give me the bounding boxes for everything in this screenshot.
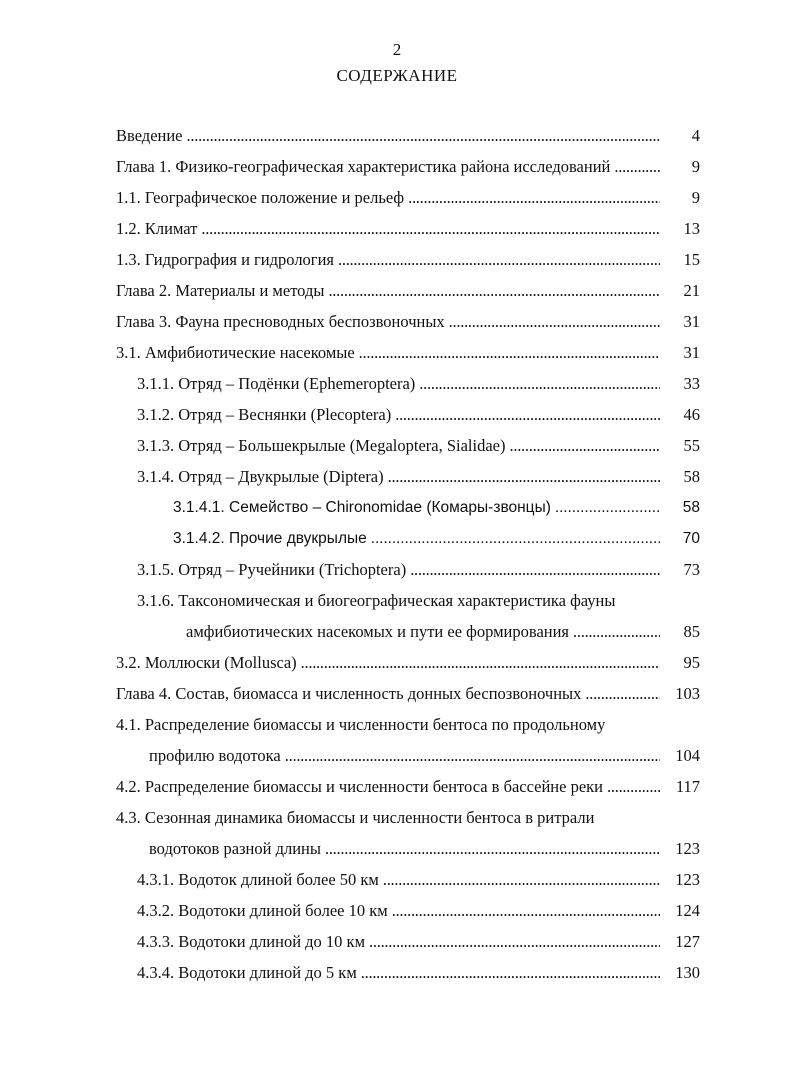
toc-entry-page: 9	[691, 157, 700, 176]
toc-entry-3-1	[116, 337, 700, 368]
toc-entry-label: 4.2. Распределение биомассы и численности бентоса в бассейне реки	[116, 777, 604, 796]
toc-entry-label-continued: амфибиотических насекомых и пути ее формирования	[186, 622, 570, 641]
toc-entry-4-3-1	[116, 864, 700, 895]
toc-entry-label: 3.1.2. Отряд – Веснянки (Plecoptera)	[137, 405, 392, 424]
toc-entry-label: 4.3.3. Водотоки длиной до 10 км	[137, 932, 366, 951]
toc-entry-page: 58	[682, 499, 700, 516]
page-title: СОДЕРЖАНИЕ	[336, 66, 458, 85]
toc-entry-page: 73	[683, 560, 700, 579]
toc-entry-label: 3.2. Моллюски (Mollusca)	[116, 653, 297, 672]
toc-entry-3-1-6-continued	[116, 616, 700, 647]
toc-entry-page: 58	[683, 467, 700, 486]
toc-entry-1-2	[116, 213, 700, 244]
toc-entry-3-1-1	[116, 368, 700, 399]
toc-entry-page: 55	[683, 436, 700, 455]
toc-entry-introduction	[116, 120, 700, 151]
toc-entry-page: 117	[675, 777, 700, 796]
toc-entry-page: 21	[683, 281, 700, 300]
toc-entry-page: 123	[675, 870, 700, 889]
toc-entry-4-2	[116, 771, 700, 802]
toc-entry-3-1-3	[116, 430, 700, 461]
toc-entry-3-1-4-2	[116, 523, 700, 554]
toc-entry-page: 4	[691, 126, 700, 145]
toc-entry-3-1-6	[116, 585, 700, 616]
toc-entry-chapter-3	[116, 306, 700, 337]
toc-entry-3-1-4-1	[116, 492, 700, 523]
toc-entry-label: 3.1.5. Отряд – Ручейники (Trichoptera)	[137, 560, 407, 579]
toc-entry-label: 4.3. Сезонная динамика биомассы и численности бентоса в ритрали	[116, 808, 595, 827]
toc-entry-4-3-continued	[116, 833, 700, 864]
toc-entry-page: 31	[683, 312, 700, 331]
toc-entry-label: 1.1. Географическое положение и рельеф	[116, 188, 405, 207]
toc-entry-chapter-2	[116, 275, 700, 306]
toc-entry-chapter-4	[116, 678, 700, 709]
toc-entry-page: 104	[675, 746, 700, 765]
toc-entry-page: 127	[675, 932, 700, 951]
table-of-contents	[116, 120, 700, 988]
toc-entry-page: 85	[683, 622, 700, 641]
toc-entry-chapter-1	[116, 151, 700, 182]
toc-entry-4-1	[116, 709, 700, 740]
toc-entry-4-3-4	[116, 957, 700, 988]
toc-entry-label-continued: профилю водотока	[149, 746, 281, 765]
toc-entry-4-1-continued	[116, 740, 700, 771]
toc-entry-label: 3.1.3. Отряд – Большекрылые (Megaloptera, Sialidae)	[137, 436, 506, 455]
page-number: 2	[392, 40, 402, 59]
toc-entry-label: 3.1. Амфибиотические насекомые	[116, 343, 355, 362]
toc-entry-page: 9	[691, 188, 700, 207]
toc-entry-page: 130	[675, 963, 700, 982]
toc-entry-3-2	[116, 647, 700, 678]
toc-entry-page: 46	[683, 405, 700, 424]
toc-entry-1-1	[116, 182, 700, 213]
toc-entry-label: 4.3.2. Водотоки длиной более 10 км	[137, 901, 388, 920]
toc-entry-page: 70	[682, 530, 700, 547]
toc-entry-label: Введение	[116, 126, 183, 145]
toc-entry-label: Глава 4. Состав, биомасса и численность донных беспозвоночных	[116, 684, 582, 703]
toc-entry-page: 33	[683, 374, 700, 393]
toc-entry-3-1-2	[116, 399, 700, 430]
toc-entry-page: 31	[683, 343, 700, 362]
toc-entry-label: 3.1.4.2. Прочие двукрылые	[173, 530, 367, 547]
toc-entry-label: 3.1.4. Отряд – Двукрылые (Diptera)	[137, 467, 384, 486]
toc-entry-4-3-2	[116, 895, 700, 926]
toc-entry-label: 4.1. Распределение биомассы и численности бентоса по продольному	[116, 715, 606, 734]
toc-entry-4-3-3	[116, 926, 700, 957]
toc-entry-label-continued: водотоков разной длины	[149, 839, 321, 858]
toc-entry-page: 15	[683, 250, 700, 269]
toc-entry-label: Глава 2. Материалы и методы	[116, 281, 325, 300]
toc-entry-label: Глава 3. Фауна пресноводных беспозвоночных	[116, 312, 445, 331]
toc-entry-page: 123	[675, 839, 700, 858]
toc-entry-page: 124	[675, 901, 700, 920]
toc-entry-label: 4.3.1. Водоток длиной более 50 км	[137, 870, 379, 889]
toc-entry-label: 4.3.4. Водотоки длиной до 5 км	[137, 963, 357, 982]
toc-entry-3-1-4	[116, 461, 700, 492]
toc-entry-page: 95	[683, 653, 700, 672]
toc-entry-page: 13	[683, 219, 700, 238]
toc-entry-label: 1.3. Гидрография и гидрология	[116, 250, 334, 269]
toc-entry-4-3	[116, 802, 700, 833]
toc-entry-1-3	[116, 244, 700, 275]
toc-entry-label: Глава 1. Физико-географическая характеристика района исследований	[116, 157, 611, 176]
toc-entry-label: 1.2. Климат	[116, 219, 198, 238]
toc-entry-3-1-5	[116, 554, 700, 585]
toc-entry-label: 3.1.1. Отряд – Подёнки (Ephemeroptera)	[137, 374, 416, 393]
toc-entry-page: 103	[675, 684, 700, 703]
toc-entry-label: 3.1.4.1. Семейство – Chironomidae (Комары-звонцы)	[173, 499, 551, 516]
toc-entry-label: 3.1.6. Таксономическая и биогеографическая характеристика фауны	[137, 591, 616, 610]
